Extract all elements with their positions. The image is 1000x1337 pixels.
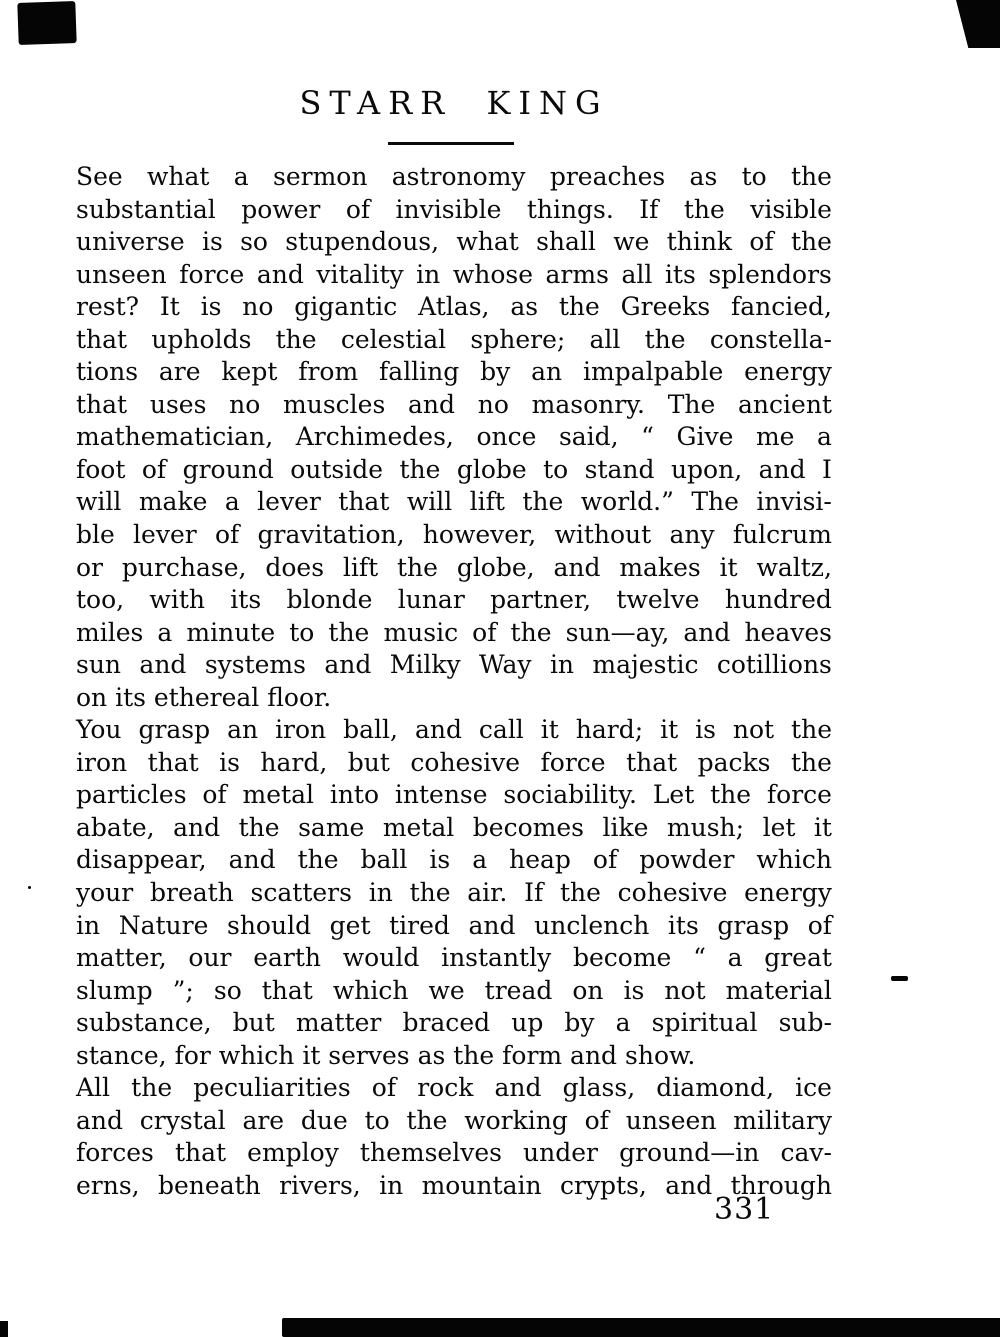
title-rule-divider [388, 142, 514, 145]
text-line: See what a sermon astronomy preaches as to the [76, 162, 832, 191]
margin-dash-mark [891, 976, 908, 981]
text-line: on its ethereal floor. [76, 682, 332, 712]
page-title: STARR KING [299, 84, 609, 122]
text-line: rest? It is no gigantic Atlas, as the Greeks fancied, [76, 292, 832, 322]
text-line: and crystal are due to the working of unseen military [76, 1105, 832, 1135]
text-line: ble lever of gravitation, however, without any fulcrum [76, 520, 832, 550]
text-line: abate, and the same metal becomes like mush; let it [76, 812, 832, 842]
text-line: that uses no muscles and no masonry. The ancient [76, 389, 832, 419]
scan-smudge-top-right [956, 0, 1000, 48]
text-line: unseen force and vitality in whose arms all its splendors [76, 259, 832, 289]
text-line: sun and systems and Milky Way in majestic cotillions [76, 650, 832, 680]
text-line: universe is so stupendous, what shall we think of the [76, 227, 832, 257]
text-line: You grasp an iron ball, and call it hard; it is not the [76, 715, 832, 745]
text-line: foot of ground outside the globe to stand upon, and I [76, 454, 832, 484]
text-line: erns, beneath rivers, in mountain crypts, and through [76, 1170, 832, 1200]
body-text [76, 161, 832, 1203]
text-line: substantial power of invisible things. If the visible [76, 194, 832, 224]
scan-speck [28, 886, 31, 889]
text-line: that upholds the celestial sphere; all the constella- [76, 324, 832, 354]
text-line: too, with its blonde lunar partner, twelve hundred [76, 585, 832, 615]
page-number: 331 [714, 1192, 775, 1227]
scan-smudge-bottom-bar [282, 1318, 1000, 1337]
text-line: your breath scatters in the air. If the cohesive energy [76, 878, 832, 908]
text-line: forces that employ themselves under ground—in cav- [76, 1138, 832, 1168]
text-line: or purchase, does lift the globe, and makes it waltz, [76, 552, 832, 582]
text-line: iron that is hard, but cohesive force that packs the [76, 747, 832, 777]
text-line: miles a minute to the music of the sun—ay, and heaves [76, 617, 832, 647]
text-line: All the peculiarities of rock and glass, diamond, ice [76, 1073, 832, 1103]
scan-smudge-top-left [17, 1, 76, 45]
text-line: particles of metal into intense sociability. Let the force [76, 780, 832, 810]
text-line: tions are kept from falling by an impalpable energy [76, 357, 832, 387]
text-line: mathematician, Archimedes, once said, “ Give me a [76, 422, 832, 452]
scan-smudge-bottom-left [0, 1321, 8, 1337]
text-line: matter, our earth would instantly become “ a great [76, 943, 832, 973]
text-line: will make a lever that will lift the world.” The invisi- [76, 487, 832, 517]
text-line: disappear, and the ball is a heap of powder which [76, 845, 832, 875]
text-line: slump ”; so that which we tread on is not material [76, 975, 832, 1005]
text-line: in Nature should get tired and unclench its grasp of [76, 910, 832, 940]
text-line: substance, but matter braced up by a spiritual sub- [76, 1008, 832, 1038]
text-line: stance, for which it serves as the form and show. [76, 1040, 696, 1070]
